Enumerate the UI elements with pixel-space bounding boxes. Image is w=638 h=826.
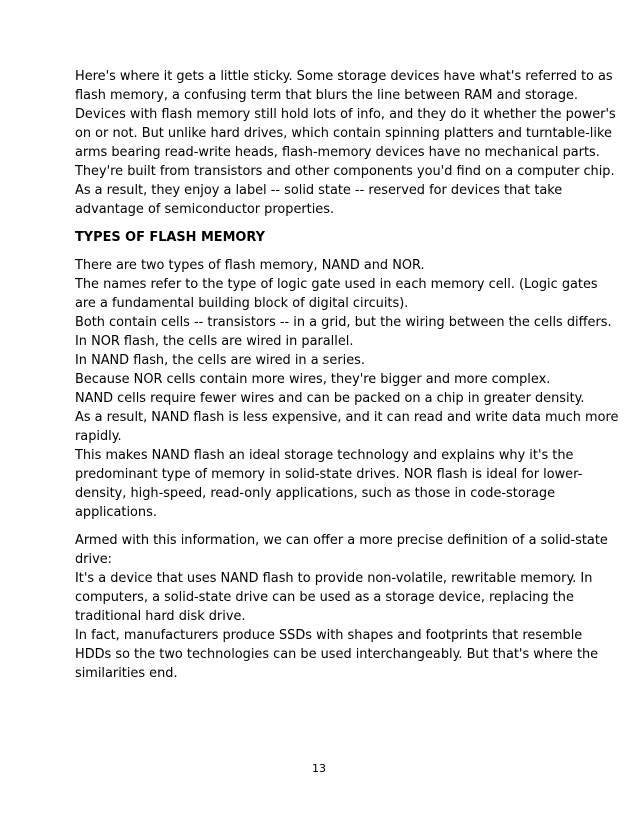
text-line: on or not. But unlike hard drives, which contain spinning platters and turntable-like xyxy=(75,126,612,141)
text-line: Devices with flash memory still hold lots of info, and they do it whether the power's xyxy=(75,107,616,122)
text-line: density, high-speed, read-only applications, such as those in code-storage xyxy=(75,486,556,501)
text-line: arms bearing read-write heads, flash-memory devices have no mechanical parts. xyxy=(75,145,600,160)
text-line: flash memory, a confusing term that blurs the line between RAM and storage. xyxy=(75,88,579,103)
text-line: There are two types of flash memory, NAND and NOR. xyxy=(75,258,425,273)
text-line: Both contain cells -- transistors -- in a grid, but the wiring between the cells differs. xyxy=(75,315,612,330)
text-line: In NOR flash, the cells are wired in parallel. xyxy=(75,334,354,349)
text-line: It's a device that uses NAND flash to provide non-volatile, rewritable memory. In xyxy=(75,571,593,586)
paragraph-flash-memory-intro xyxy=(75,67,616,219)
paragraph-ssd-definition xyxy=(75,531,608,683)
paragraph-flash-types xyxy=(75,256,619,522)
text-line: In fact, manufacturers produce SSDs with shapes and footprints that resemble xyxy=(75,628,583,643)
text-line: In NAND flash, the cells are wired in a series. xyxy=(75,353,365,368)
text-line: advantage of semiconductor properties. xyxy=(75,202,335,217)
document-page xyxy=(75,67,619,683)
section-heading: TYPES OF FLASH MEMORY xyxy=(75,230,265,245)
text-line: NAND cells require fewer wires and can be packed on a chip in greater density. xyxy=(75,391,585,406)
page-number: 13 xyxy=(312,762,326,775)
text-line: similarities end. xyxy=(75,666,178,681)
text-line: applications. xyxy=(75,505,157,520)
text-line: As a result, NAND flash is less expensive, and it can read and write data much more xyxy=(75,410,619,425)
text-line: They're built from transistors and other components you'd find on a computer chip. xyxy=(75,164,615,179)
text-line: HDDs so the two technologies can be used interchangeably. But that's where the xyxy=(75,647,599,662)
text-line: computers, a solid-state drive can be used as a storage device, replacing the xyxy=(75,590,574,605)
text-line: Armed with this information, we can offer a more precise definition of a solid-state xyxy=(75,533,608,548)
text-line: Because NOR cells contain more wires, they're bigger and more complex. xyxy=(75,372,551,387)
text-line: predominant type of memory in solid-state drives. NOR flash is ideal for lower- xyxy=(75,467,583,482)
text-line: This makes NAND flash an ideal storage technology and explains why it's the xyxy=(75,448,574,463)
text-line: As a result, they enjoy a label -- solid state -- reserved for devices that take xyxy=(75,183,563,198)
text-line: drive: xyxy=(75,552,112,567)
text-line: rapidly. xyxy=(75,429,122,444)
text-line: traditional hard disk drive. xyxy=(75,609,246,624)
text-line: are a fundamental building block of digital circuits). xyxy=(75,296,409,311)
text-line: Here's where it gets a little sticky. Some storage devices have what's referred to as xyxy=(75,69,613,84)
text-line: The names refer to the type of logic gate used in each memory cell. (Logic gates xyxy=(75,277,598,292)
